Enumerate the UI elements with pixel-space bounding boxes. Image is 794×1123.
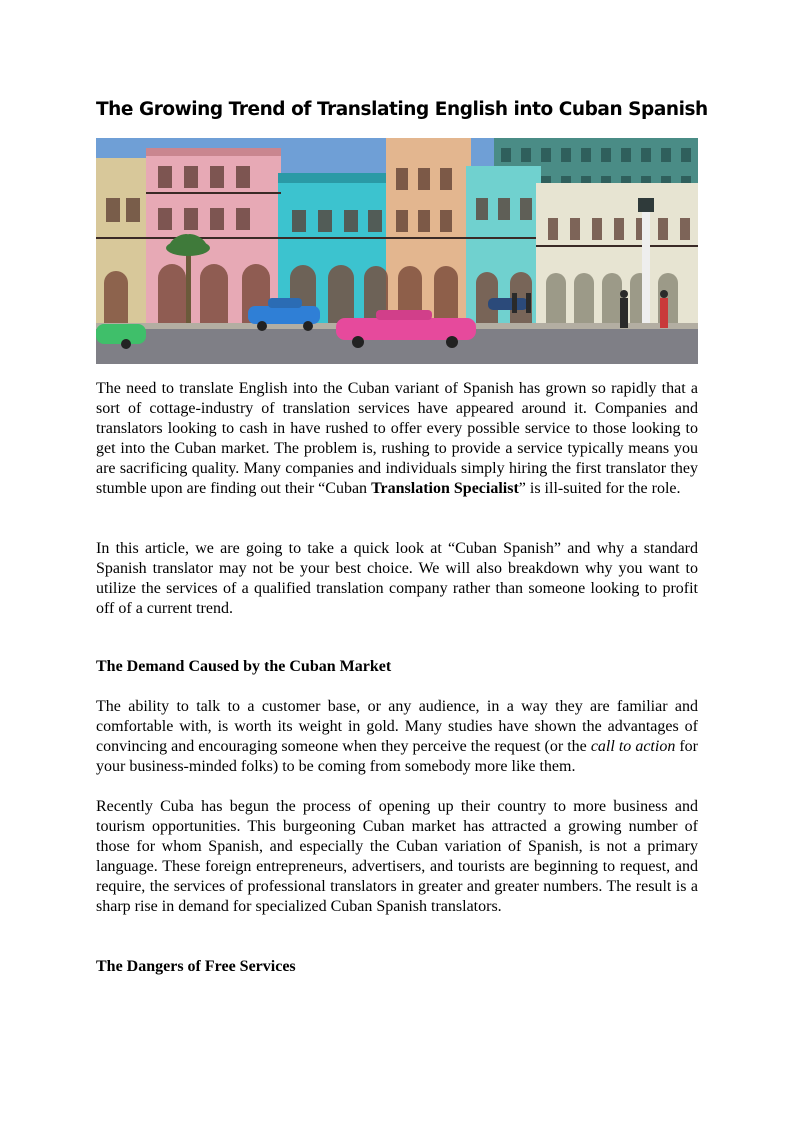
demand-paragraph-2: Recently Cuba has begun the process of opening up their country to more business and tourism opportunities. This burgeoning Cuban market has attracted a growing number of those for whom Spanish, and especially the Cuban variation of Spanish, is not a primary language. These foreign entrepreneurs, advertisers, and tourists are beginning to request, and require, the services of professional translators in greater and greater numbers. The result is a sharp rise in demand for specialized Cuban Spanish translators. [96, 798, 698, 915]
call-to-action-italic: call to action [590, 738, 676, 755]
demand-text-after: for your business-minded folks) to be coming from somebody more like them. [96, 738, 699, 775]
intro-text-after: ” is ill-suited for the role. [518, 480, 681, 497]
intro-text-before: The need to translate English into the Cuban variant of Spanish has grown so rapidly that a sort of cottage-industry of translation services have appeared around it. Companies and translators looking to cash in have rushed to offer every possible service to those looking to get into the Cuban market. The problem is, rushing to provide a service typically means you are sacrificing quality. Many companies and individuals simply hiring the first translator they stumble upon are finding out their “Cuban [96, 380, 698, 497]
section-heading-dangers: The Dangers of Free Services [96, 958, 296, 975]
havana-street-photo [96, 138, 698, 364]
demand-paragraph-1 [96, 697, 698, 777]
article-title: The Growing Trend of Translating English into Cuban Spanish [96, 99, 708, 120]
intro-paragraph-1 [96, 379, 698, 499]
section-heading-demand: The Demand Caused by the Cuban Market [96, 658, 392, 675]
intro-paragraph-2: In this article, we are going to take a quick look at “Cuban Spanish” and why a standard Spanish translator may not be your best choice. We will also breakdown why you want to utilize the services of a qualified translation company rather than someone looking to profit off of a current trend. [96, 540, 698, 617]
translation-specialist-bold: Translation Specialist [371, 480, 519, 497]
demand-text-before: The ability to talk to a customer base, or any audience, in a way they are familiar and comfortable with, is worth its weight in gold. Many studies have shown the advantages of convincing and encouraging someone when they perceive the request (or the [96, 698, 698, 755]
